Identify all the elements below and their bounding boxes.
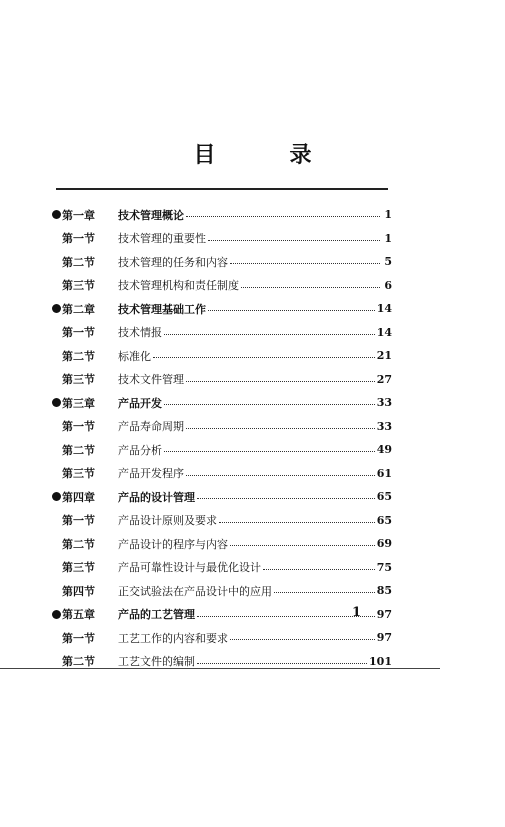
dot-leader xyxy=(230,639,375,640)
section-label: 第二节 xyxy=(62,655,95,669)
dot-leader xyxy=(153,357,375,358)
toc-section-row xyxy=(52,462,392,486)
toc-section-row xyxy=(52,532,392,556)
toc-section-row xyxy=(52,321,392,345)
page-ref: 33 xyxy=(376,419,392,433)
section-label: 第二节 xyxy=(62,349,95,363)
section-label: 第三节 xyxy=(62,373,95,387)
section-label: 第二节 xyxy=(62,443,95,457)
dot-leader xyxy=(197,616,375,617)
dot-leader xyxy=(197,498,375,499)
chapter-title: 产品开发 xyxy=(118,396,162,410)
page-number: 1 xyxy=(352,605,362,620)
chapter-label: 第四章 xyxy=(62,490,95,504)
toc-chapter-row xyxy=(52,603,392,627)
dot-leader xyxy=(208,310,375,311)
toc-section-row xyxy=(52,274,392,298)
dot-leader xyxy=(263,569,375,570)
dot-leader xyxy=(186,216,380,217)
page-ref: 97 xyxy=(376,607,392,621)
section-title: 技术情报 xyxy=(118,326,162,340)
toc-section-row xyxy=(52,368,392,392)
page-ref: 21 xyxy=(376,349,392,363)
section-label: 第一节 xyxy=(62,232,95,246)
dot-leader xyxy=(186,381,375,382)
toc-chapter-row xyxy=(52,485,392,509)
page-ref: 85 xyxy=(376,584,392,598)
page-ref: 49 xyxy=(376,443,392,457)
dot-leader xyxy=(219,522,375,523)
page-ref: 5 xyxy=(384,255,392,269)
dot-leader xyxy=(197,663,367,664)
section-label: 第一节 xyxy=(62,420,95,434)
toc-section-row xyxy=(52,415,392,439)
toc-section-row xyxy=(52,509,392,533)
section-title: 工艺工作的内容和要求 xyxy=(118,631,228,645)
dot-leader xyxy=(230,263,380,264)
chapter-label: 第三章 xyxy=(62,396,95,410)
section-title: 技术管理机构和责任制度 xyxy=(118,279,239,293)
page-ref: 27 xyxy=(376,372,392,386)
bullet-icon xyxy=(52,210,61,219)
section-title: 产品分析 xyxy=(118,443,162,457)
section-title: 标准化 xyxy=(118,349,151,363)
section-label: 第三节 xyxy=(62,467,95,481)
page-ref: 6 xyxy=(384,278,392,292)
section-label: 第四节 xyxy=(62,584,95,598)
page-ref: 1 xyxy=(384,231,392,245)
bullet-icon xyxy=(52,304,61,313)
chapter-title: 技术管理概论 xyxy=(118,208,184,222)
chapter-title: 产品的设计管理 xyxy=(118,490,195,504)
toc-section-row xyxy=(52,650,392,674)
page-ref: 14 xyxy=(376,302,392,316)
dot-leader xyxy=(274,592,375,593)
bullet-icon xyxy=(52,492,61,501)
section-title: 技术管理的重要性 xyxy=(118,232,206,246)
section-title: 正交试验法在产品设计中的应用 xyxy=(118,584,272,598)
bullet-icon xyxy=(52,610,61,619)
bullet-icon xyxy=(52,398,61,407)
toc-section-row xyxy=(52,579,392,603)
section-title: 产品寿命周期 xyxy=(118,420,184,434)
section-label: 第三节 xyxy=(62,279,95,293)
toc-section-row xyxy=(52,344,392,368)
page-ref: 69 xyxy=(376,537,392,551)
dot-leader xyxy=(186,475,375,476)
section-title: 产品设计的程序与内容 xyxy=(118,537,228,551)
page-ref: 14 xyxy=(376,325,392,339)
section-label: 第一节 xyxy=(62,326,95,340)
page-ref: 61 xyxy=(376,466,392,480)
section-title: 产品开发程序 xyxy=(118,467,184,481)
table-of-contents xyxy=(52,203,392,673)
chapter-title: 产品的工艺管理 xyxy=(118,608,195,622)
toc-section-row xyxy=(52,626,392,650)
section-label: 第三节 xyxy=(62,561,95,575)
chapter-label: 第五章 xyxy=(62,608,95,622)
toc-section-row xyxy=(52,227,392,251)
page-ref: 101 xyxy=(369,654,392,668)
chapter-title: 技术管理基础工作 xyxy=(118,302,206,316)
dot-leader xyxy=(230,545,375,546)
section-title: 产品可靠性设计与最优化设计 xyxy=(118,561,261,575)
page-ref: 33 xyxy=(376,396,392,410)
bottom-divider xyxy=(0,668,440,669)
section-label: 第一节 xyxy=(62,631,95,645)
dot-leader xyxy=(164,451,375,452)
dot-leader xyxy=(164,404,375,405)
toc-section-row xyxy=(52,250,392,274)
toc-chapter-row xyxy=(52,203,392,227)
title-divider xyxy=(56,188,388,190)
page-ref: 97 xyxy=(376,631,392,645)
toc-section-row xyxy=(52,556,392,580)
dot-leader xyxy=(208,240,380,241)
page-title: 目 录 xyxy=(193,143,338,168)
page-ref: 75 xyxy=(376,560,392,574)
page-ref: 1 xyxy=(384,208,392,222)
dot-leader xyxy=(164,334,375,335)
toc-section-row xyxy=(52,438,392,462)
chapter-label: 第一章 xyxy=(62,208,95,222)
toc-chapter-row xyxy=(52,391,392,415)
section-title: 工艺文件的编制 xyxy=(118,655,195,669)
dot-leader xyxy=(186,428,375,429)
section-title: 产品设计原则及要求 xyxy=(118,514,217,528)
toc-chapter-row xyxy=(52,297,392,321)
section-title: 技术文件管理 xyxy=(118,373,184,387)
section-title: 技术管理的任务和内容 xyxy=(118,255,228,269)
section-label: 第二节 xyxy=(62,255,95,269)
page-ref: 65 xyxy=(376,513,392,527)
dot-leader xyxy=(241,287,380,288)
section-label: 第二节 xyxy=(62,537,95,551)
page-ref: 65 xyxy=(376,490,392,504)
chapter-label: 第二章 xyxy=(62,302,95,316)
section-label: 第一节 xyxy=(62,514,95,528)
